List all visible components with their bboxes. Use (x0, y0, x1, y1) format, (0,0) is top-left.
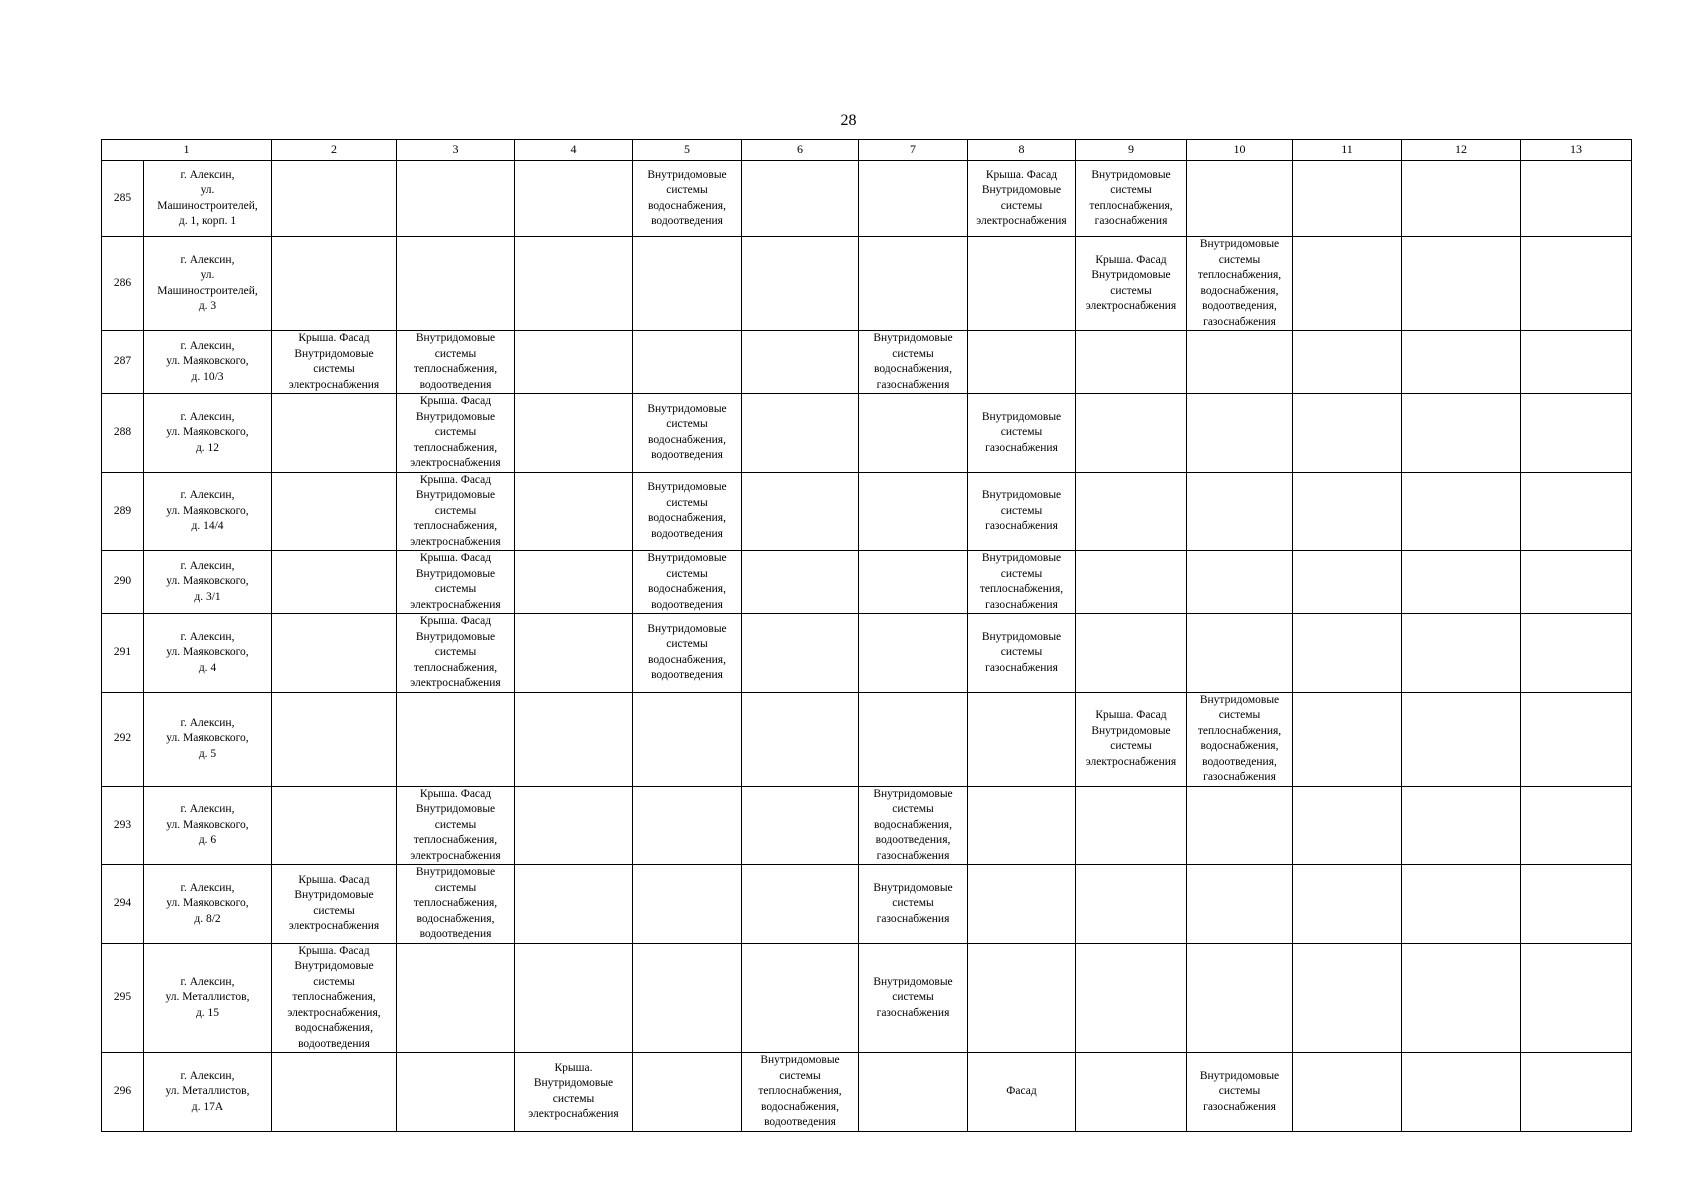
work-cell (742, 1053, 859, 1132)
address-text: г. Алексин, ул. Машиностроителей, д. 3 (157, 253, 258, 312)
work-cell (968, 472, 1076, 551)
work-text: Внутридомовые системы водоснабжения, водоотведения, газоснабжения (873, 787, 953, 862)
column-header: 3 (397, 140, 515, 161)
work-cell (1076, 1053, 1187, 1132)
work-cell (272, 943, 397, 1053)
work-text: Крыша. Фасад Внутридомовые системы электроснабжения (288, 873, 380, 933)
work-cell (515, 692, 633, 786)
work-cell (397, 943, 515, 1053)
work-cell (742, 472, 859, 551)
work-cell (1076, 786, 1187, 865)
work-cell (742, 331, 859, 394)
work-text: Внутридомовые системы водоснабжения, водоотведения (647, 622, 727, 682)
work-cell (397, 865, 515, 944)
work-cell (397, 472, 515, 551)
work-cell (515, 472, 633, 551)
address-text: г. Алексин, ул. Маяковского, д. 5 (166, 716, 249, 760)
work-text: Внутридомовые системы теплоснабжения, газоснабжения (979, 552, 1064, 611)
work-cell (742, 551, 859, 614)
work-cell (1293, 786, 1402, 865)
row-number: 292 (102, 692, 144, 786)
row-number: 294 (102, 865, 144, 944)
work-text: Крыша. Фасад Внутридомовые системы электроснабжения (976, 168, 1067, 227)
work-cell (633, 865, 742, 944)
work-text: Внутридомовые системы газоснабжения (873, 881, 953, 925)
work-cell (515, 551, 633, 614)
work-cell (1076, 943, 1187, 1053)
address-text: г. Алексин, ул. Маяковского, д. 12 (166, 410, 249, 454)
address-cell (144, 394, 272, 473)
work-cell (1187, 943, 1293, 1053)
work-cell (1293, 394, 1402, 473)
column-header: 5 (633, 140, 742, 161)
work-cell (859, 472, 968, 551)
work-cell (742, 943, 859, 1053)
work-text: Внутридомовые системы теплоснабжения, водоснабжения, водоотведения, газоснабжения (1197, 238, 1282, 328)
work-cell (968, 943, 1076, 1053)
work-cell (633, 786, 742, 865)
address-cell (144, 786, 272, 865)
column-header: 8 (968, 140, 1076, 161)
work-cell (397, 1053, 515, 1132)
row-number: 287 (102, 331, 144, 394)
work-cell (1402, 943, 1521, 1053)
work-cell (859, 1053, 968, 1132)
work-cell (1402, 331, 1521, 394)
work-cell (1076, 551, 1187, 614)
table-row (102, 161, 1632, 237)
work-cell (859, 551, 968, 614)
work-cell (397, 237, 515, 331)
address-cell (144, 161, 272, 237)
work-cell (1293, 943, 1402, 1053)
table-row (102, 692, 1632, 786)
address-cell (144, 472, 272, 551)
work-cell (633, 692, 742, 786)
work-cell (742, 692, 859, 786)
work-cell (1187, 865, 1293, 944)
column-header: 9 (1076, 140, 1187, 161)
table-body (102, 161, 1632, 1132)
work-cell (968, 1053, 1076, 1132)
work-text: Крыша. Фасад Внутридомовые системы электроснабжения (1085, 253, 1177, 312)
work-cell (968, 551, 1076, 614)
work-cell (859, 394, 968, 473)
work-cell (859, 786, 968, 865)
address-text: г. Алексин, ул. Маяковского, д. 14/4 (166, 489, 249, 532)
work-text: Внутридомовые системы теплоснабжения, водоснабжения, водоотведения, газоснабжения (1197, 693, 1282, 783)
work-cell (272, 237, 397, 331)
work-cell (1076, 614, 1187, 693)
work-text: Крыша. Фасад Внутридомовые системы теплоснабжения, электроснабжения (410, 473, 501, 548)
work-cell (515, 614, 633, 693)
work-cell (1187, 786, 1293, 865)
work-cell (633, 551, 742, 614)
work-cell (1293, 692, 1402, 786)
row-number: 288 (102, 394, 144, 473)
work-cell (968, 161, 1076, 237)
table-row (102, 1053, 1632, 1132)
work-cell (968, 331, 1076, 394)
row-number: 286 (102, 237, 144, 331)
address-cell (144, 551, 272, 614)
address-cell (144, 692, 272, 786)
column-header: 6 (742, 140, 859, 161)
work-cell (1187, 394, 1293, 473)
table-row (102, 472, 1632, 551)
work-cell (515, 865, 633, 944)
work-cell (397, 614, 515, 693)
table-row (102, 394, 1632, 473)
column-header: 11 (1293, 140, 1402, 161)
work-cell (397, 692, 515, 786)
page-number: 28 (840, 112, 857, 129)
address-text: г. Алексин, ул. Маяковского, д. 8/2 (166, 881, 249, 925)
work-cell (859, 161, 968, 237)
work-cell (272, 614, 397, 693)
work-text: Крыша. Фасад Внутридомовые системы электроснабжения (288, 332, 380, 391)
work-cell (1076, 394, 1187, 473)
work-cell (1293, 472, 1402, 551)
work-cell (1521, 1053, 1632, 1132)
work-cell (1076, 692, 1187, 786)
address-text: г. Алексин, ул. Маяковского, д. 6 (166, 803, 249, 846)
work-cell (515, 786, 633, 865)
work-cell (515, 943, 633, 1053)
work-text: Внутридомовые системы водоснабжения, водоотведения (647, 552, 727, 611)
work-cell (1402, 865, 1521, 944)
address-cell (144, 331, 272, 394)
work-cell (742, 161, 859, 237)
work-text: Внутридомовые системы газоснабжения (873, 975, 953, 1019)
work-cell (1402, 237, 1521, 331)
work-text: Внутридомовые системы водоснабжения, водоотведения (647, 481, 727, 540)
work-cell (1521, 331, 1632, 394)
column-header: 2 (272, 140, 397, 161)
work-cell (272, 692, 397, 786)
work-cell (1521, 692, 1632, 786)
work-cell (1187, 692, 1293, 786)
work-text: Внутридомовые системы газоснабжения (1199, 1069, 1280, 1113)
address-cell (144, 1053, 272, 1132)
work-cell (1076, 865, 1187, 944)
work-cell (1076, 331, 1187, 394)
column-header: 1 (102, 140, 272, 161)
work-cell (272, 472, 397, 551)
work-cell (1402, 614, 1521, 693)
row-number: 285 (102, 161, 144, 237)
work-cell (633, 472, 742, 551)
row-number: 290 (102, 551, 144, 614)
work-cell (1293, 614, 1402, 693)
work-text: Внутридомовые системы водоснабжения, газоснабжения (873, 332, 953, 391)
work-cell (859, 614, 968, 693)
work-cell (1521, 551, 1632, 614)
work-text: Внутридомовые системы газоснабжения (981, 489, 1062, 532)
work-cell (1076, 472, 1187, 551)
work-text: Крыша. Внутридомовые системы электроснабжения (528, 1061, 619, 1121)
work-cell (859, 331, 968, 394)
table-row (102, 551, 1632, 614)
address-text: г. Алексин, ул. Маяковского, д. 3/1 (166, 559, 249, 603)
work-cell (397, 331, 515, 394)
address-cell (144, 943, 272, 1053)
work-cell (633, 161, 742, 237)
work-cell (968, 865, 1076, 944)
work-cell (633, 394, 742, 473)
work-cell (859, 692, 968, 786)
column-header: 13 (1521, 140, 1632, 161)
work-cell (397, 551, 515, 614)
work-cell (1187, 472, 1293, 551)
table-row (102, 331, 1632, 394)
work-text: Крыша. Фасад Внутридомовые системы электроснабжения (410, 552, 501, 611)
row-number: 289 (102, 472, 144, 551)
work-cell (1187, 551, 1293, 614)
work-cell (1293, 1053, 1402, 1132)
work-text: Крыша. Фасад Внутридомовые системы теплоснабжения, электроснабжения (410, 395, 501, 469)
work-cell (633, 331, 742, 394)
work-cell (633, 943, 742, 1053)
work-text: Внутридомовые системы теплоснабжения, газоснабжения (1089, 168, 1173, 227)
work-text: Крыша. Фасад Внутридомовые системы теплоснабжения, электроснабжения, водоснабжения, водоотведения (287, 944, 381, 1050)
row-number: 291 (102, 614, 144, 693)
work-cell (1187, 614, 1293, 693)
address-cell (144, 865, 272, 944)
address-cell (144, 237, 272, 331)
work-cell (742, 865, 859, 944)
work-cell (1402, 394, 1521, 473)
work-text: Внутридомовые системы теплоснабжения, водоотведения (413, 332, 498, 391)
work-cell (968, 786, 1076, 865)
repair-schedule-table (101, 139, 1632, 1132)
column-header: 12 (1402, 140, 1521, 161)
table-row (102, 865, 1632, 944)
work-cell (272, 161, 397, 237)
column-header: 10 (1187, 140, 1293, 161)
work-text: Внутридомовые системы водоснабжения, водоотведения (647, 168, 727, 227)
work-cell (859, 943, 968, 1053)
work-cell (742, 237, 859, 331)
address-text: г. Алексин, ул. Металлистов, д. 15 (165, 975, 250, 1019)
work-cell (968, 237, 1076, 331)
work-cell (272, 865, 397, 944)
work-cell (1187, 331, 1293, 394)
work-text: Внутридомовые системы теплоснабжения, водоснабжения, водоотведения (413, 866, 498, 940)
work-cell (742, 786, 859, 865)
work-cell (515, 394, 633, 473)
work-text: Крыша. Фасад Внутридомовые системы теплоснабжения, электроснабжения (410, 787, 501, 862)
work-cell (515, 1053, 633, 1132)
work-cell (633, 614, 742, 693)
work-cell (1076, 161, 1187, 237)
work-cell (515, 237, 633, 331)
address-cell (144, 614, 272, 693)
work-cell (272, 331, 397, 394)
table-row (102, 237, 1632, 331)
work-cell (1521, 865, 1632, 944)
work-cell (1293, 237, 1402, 331)
work-cell (1076, 237, 1187, 331)
table-row (102, 614, 1632, 693)
work-cell (1521, 614, 1632, 693)
address-text: г. Алексин, ул. Маяковского, д. 4 (166, 630, 249, 674)
work-cell (272, 786, 397, 865)
work-cell (1521, 472, 1632, 551)
work-text: Внутридомовые системы газоснабжения (981, 410, 1062, 454)
work-cell (397, 161, 515, 237)
work-text: Крыша. Фасад Внутридомовые системы электроснабжения (1085, 709, 1177, 768)
work-text: Внутридомовые системы газоснабжения (981, 630, 1062, 674)
work-cell (515, 161, 633, 237)
work-cell (1293, 161, 1402, 237)
table-row (102, 786, 1632, 865)
work-cell (397, 394, 515, 473)
work-cell (633, 1053, 742, 1132)
row-number: 296 (102, 1053, 144, 1132)
column-header: 4 (515, 140, 633, 161)
work-cell (1187, 161, 1293, 237)
work-cell (742, 394, 859, 473)
work-cell (1187, 237, 1293, 331)
work-cell (397, 786, 515, 865)
work-cell (272, 394, 397, 473)
work-cell (968, 614, 1076, 693)
column-header: 7 (859, 140, 968, 161)
work-cell (859, 865, 968, 944)
work-cell (1402, 472, 1521, 551)
work-cell (1293, 551, 1402, 614)
row-number: 293 (102, 786, 144, 865)
work-text: Внутридомовые системы теплоснабжения, водоснабжения, водоотведения (758, 1054, 842, 1128)
work-cell (968, 394, 1076, 473)
work-cell (1402, 1053, 1521, 1132)
work-cell (1402, 551, 1521, 614)
work-cell (1521, 786, 1632, 865)
work-cell (1293, 331, 1402, 394)
work-cell (1187, 1053, 1293, 1132)
work-cell (1521, 394, 1632, 473)
work-cell (968, 692, 1076, 786)
work-cell (742, 614, 859, 693)
work-text: Фасад (1006, 1085, 1037, 1097)
work-text: Крыша. Фасад Внутридомовые системы теплоснабжения, электроснабжения (410, 615, 501, 689)
work-cell (1521, 943, 1632, 1053)
work-cell (859, 237, 968, 331)
work-cell (1293, 865, 1402, 944)
work-cell (1521, 161, 1632, 237)
address-text: г. Алексин, ул. Металлистов, д. 17А (165, 1069, 250, 1113)
work-cell (633, 237, 742, 331)
work-cell (515, 331, 633, 394)
work-cell (1402, 161, 1521, 237)
work-cell (1521, 237, 1632, 331)
work-cell (1402, 786, 1521, 865)
work-cell (272, 551, 397, 614)
table-row (102, 943, 1632, 1053)
row-number: 295 (102, 943, 144, 1053)
work-text: Внутридомовые системы водоснабжения, водоотведения (647, 402, 727, 462)
header-row (102, 140, 1632, 161)
work-cell (272, 1053, 397, 1132)
address-text: г. Алексин, ул. Маяковского, д. 10/3 (166, 339, 249, 383)
address-text: г. Алексин, ул. Машиностроителей, д. 1, корп. 1 (157, 168, 258, 227)
work-cell (1402, 692, 1521, 786)
